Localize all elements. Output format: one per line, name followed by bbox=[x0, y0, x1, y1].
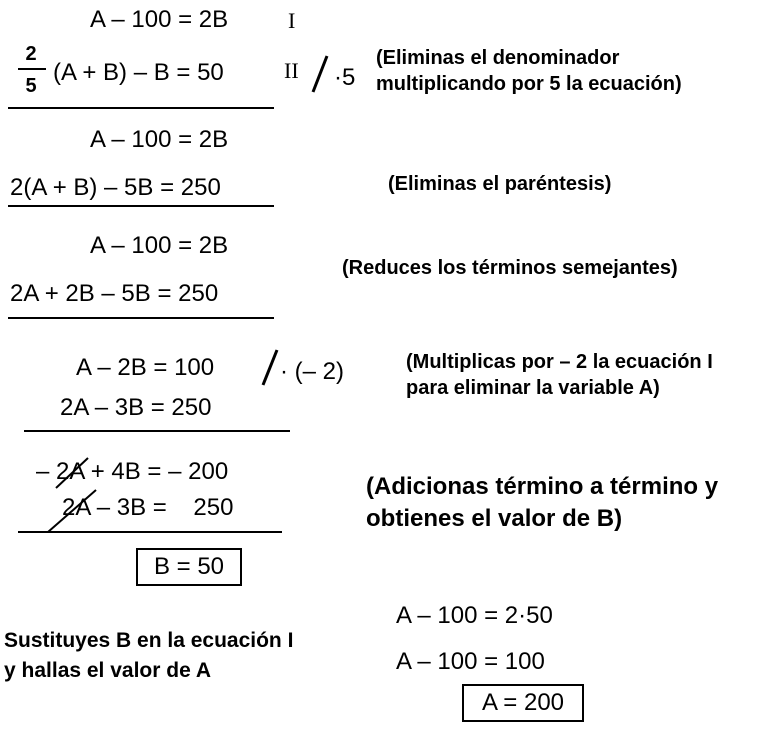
s3-note: (Reduces los términos semejantes) bbox=[342, 257, 678, 279]
s4-equation-1: A – 2B = 100 bbox=[76, 354, 215, 381]
s6-equation-1: A – 100 = 2·50 bbox=[396, 602, 553, 629]
s1-fraction-denominator: 5 bbox=[25, 75, 37, 97]
s4-note-line-2: para eliminar la variable A) bbox=[406, 377, 660, 399]
s6-note-line-1: Sustituyes B en la ecuación I bbox=[4, 629, 294, 652]
s5-equation-2: 2A – 3B = 250 bbox=[62, 494, 234, 521]
s6-equation-2: A – 100 = 100 bbox=[396, 648, 545, 675]
s4-note-line-1: (Multiplicas por – 2 la ecuación I bbox=[406, 351, 713, 373]
s6-note-line-2: y hallas el valor de A bbox=[4, 659, 211, 682]
s5-result-box: B = 50 bbox=[136, 548, 242, 586]
s1-note-line-2: multiplicando por 5 la ecuación) bbox=[376, 73, 682, 95]
s5-note-line-2: obtienes el valor de B) bbox=[366, 505, 623, 532]
s5-note-line-1: (Adicionas término a término y bbox=[366, 473, 719, 500]
s5-strike-2 bbox=[48, 490, 96, 532]
s3-equation-2: 2A + 2B – 5B = 250 bbox=[10, 280, 219, 307]
s4-equation-2: 2A – 3B = 250 bbox=[60, 394, 212, 421]
s5-equation-1: – 2A + 4B = – 200 bbox=[36, 458, 229, 485]
s3-equation-1: A – 100 = 2B bbox=[90, 232, 229, 259]
s1-equation-1: A – 100 = 2B bbox=[90, 6, 229, 33]
s1-multiply-slash bbox=[313, 56, 327, 92]
s1-equation-2-tag: II bbox=[284, 58, 299, 83]
s2-note: (Eliminas el paréntesis) bbox=[388, 173, 612, 195]
s1-note-line-1: (Eliminas el denominador bbox=[376, 47, 620, 69]
s1-equation-2: (A + B) – B = 50 bbox=[53, 59, 224, 86]
s6-result-box: A = 200 bbox=[462, 684, 584, 722]
s2-equation-2: 2(A + B) – 5B = 250 bbox=[10, 174, 221, 201]
s1-equation-1-tag: I bbox=[288, 8, 296, 33]
s1-fraction-numerator: 2 bbox=[25, 43, 37, 65]
s2-equation-1: A – 100 = 2B bbox=[90, 126, 229, 153]
s1-multiplier: ·5 bbox=[334, 64, 356, 91]
s4-multiplier: · (– 2) bbox=[280, 358, 345, 385]
s5-strike-1 bbox=[56, 458, 88, 488]
s4-multiply-slash bbox=[263, 350, 277, 385]
